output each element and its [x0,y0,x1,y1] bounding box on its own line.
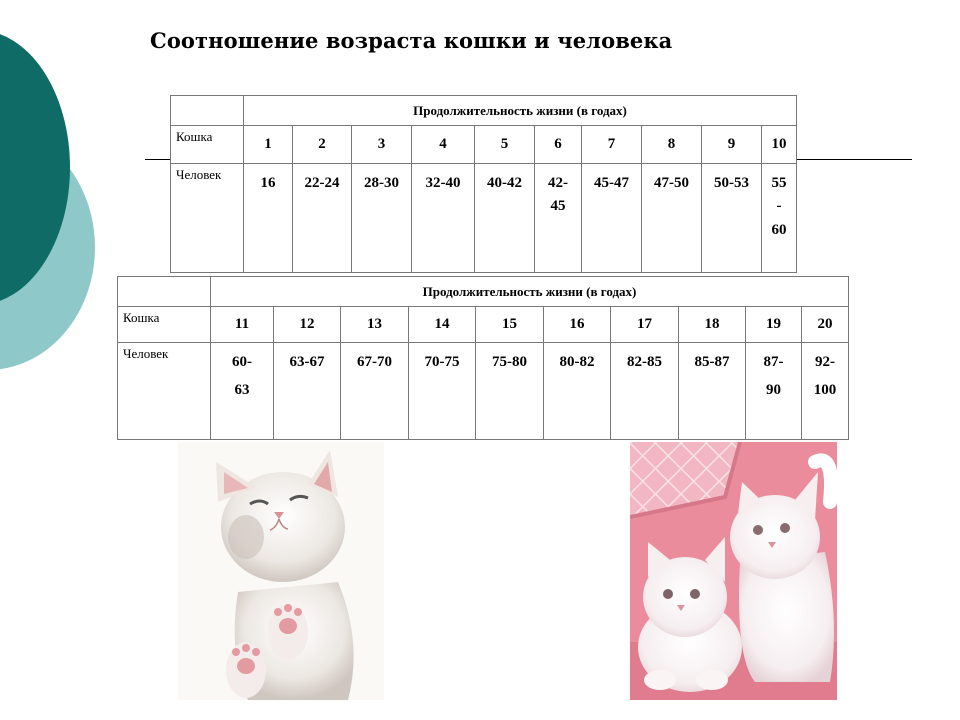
row-label-cat: Кошка [118,307,211,343]
row-label-cat: Кошка [171,126,244,164]
human-age-cell: 42- 45 [535,164,582,273]
cat-age-cell: 5 [475,126,535,164]
cat-age-cell: 1 [244,126,293,164]
human-age-cell: 50-53 [702,164,762,273]
persian-kittens-illustration [630,442,837,700]
table-header: Продолжительность жизни (в годах) [211,277,849,307]
cat-age-cell: 14 [409,307,476,343]
cat-age-cell: 8 [642,126,702,164]
cat-age-cell: 16 [544,307,611,343]
slide-title: Соотношение возраста кошки и человека [150,28,673,53]
human-age-cell: 85-87 [679,343,746,440]
cat-age-cell: 12 [274,307,341,343]
human-age-cell: 60- 63 [211,343,274,440]
table-corner-cell [171,96,244,126]
human-age-cell: 47-50 [642,164,702,273]
human-age-cell: 55 - 60 [762,164,797,273]
human-age-cell: 32-40 [412,164,475,273]
white-kitten-photo [178,442,384,700]
cat-age-cell: 10 [762,126,797,164]
table-corner-cell [118,277,211,307]
cat-age-cell: 11 [211,307,274,343]
human-age-cell: 80-82 [544,343,611,440]
cat-age-cell: 20 [802,307,849,343]
human-age-cell: 70-75 [409,343,476,440]
cat-age-cell: 18 [679,307,746,343]
cat-age-cell: 3 [352,126,412,164]
age-table-2 [117,276,849,440]
cat-age-cell: 13 [341,307,409,343]
cat-age-cell: 15 [476,307,544,343]
human-age-cell: 28-30 [352,164,412,273]
row-label-human: Человек [118,343,211,440]
human-age-cell: 82-85 [611,343,679,440]
human-age-cell: 92- 100 [802,343,849,440]
human-age-cell: 45-47 [582,164,642,273]
two-persian-kittens-photo [630,442,837,700]
cat-age-cell: 2 [293,126,352,164]
human-age-cell: 87- 90 [746,343,802,440]
cat-age-cell: 17 [611,307,679,343]
human-age-cell: 75-80 [476,343,544,440]
human-age-cell: 16 [244,164,293,273]
white-kitten-illustration [178,442,384,700]
cat-age-cell: 4 [412,126,475,164]
cat-age-cell: 9 [702,126,762,164]
human-age-cell: 67-70 [341,343,409,440]
cat-age-cell: 6 [535,126,582,164]
human-age-cell: 40-42 [475,164,535,273]
cat-age-cell: 7 [582,126,642,164]
age-table-1 [170,95,797,273]
human-age-cell: 22-24 [293,164,352,273]
table-header: Продолжительность жизни (в годах) [244,96,797,126]
human-age-cell: 63-67 [274,343,341,440]
row-label-human: Человек [171,164,244,273]
cat-age-cell: 19 [746,307,802,343]
